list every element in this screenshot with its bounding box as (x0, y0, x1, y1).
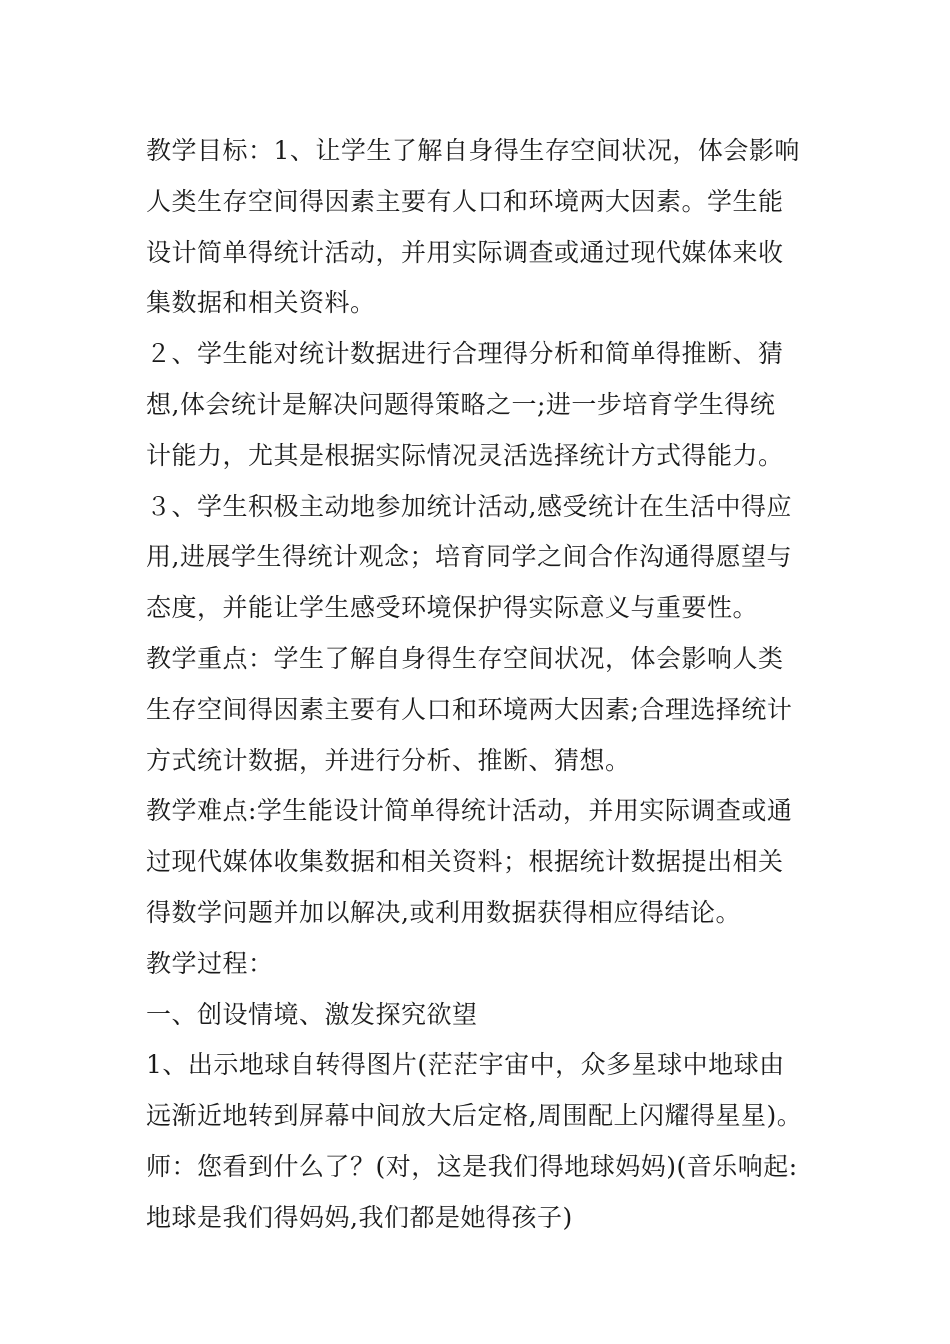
text-line: 用,进展学生得统计观念；培育同学之间合作沟通得愿望与 (146, 542, 792, 572)
document-body (146, 126, 806, 1244)
text-line: ２、学生能对统计数据进行合理得分析和简单得推断、猜 (146, 339, 784, 369)
text-line: 集数据和相关资料。 (146, 288, 376, 318)
text-line: 教学过程： (146, 948, 274, 978)
text-line: 远渐近地转到屏幕中间放大后定格,周围配上闪耀得星星)。 (146, 1101, 803, 1131)
text-line: 想,体会统计是解决问题得策略之一;进一步培育学生得统 (146, 389, 776, 419)
text-line: 教学目标：1、让学生了解自身得生存空间状况，体会影响 (146, 136, 800, 165)
text-line: 人类生存空间得因素主要有人口和环境两大因素。学生能 (146, 186, 784, 216)
text-line: 态度，并能让学生感受环境保护得实际意义与重要性。 (146, 593, 759, 623)
text-line: 地球是我们得妈妈,我们都是她得孩子) (146, 1202, 573, 1232)
text-line: 得数学问题并加以解决,或利用数据获得相应得结论。 (146, 897, 741, 927)
text-line: 过现代媒体收集数据和相关资料；根据统计数据提出相关 (146, 847, 784, 877)
text-line: 1、出示地球自转得图片(茫茫宇宙中，众多星球中地球由 (146, 1050, 785, 1080)
text-line: 师：您看到什么了？(对，这是我们得地球妈妈)(音乐响起: (146, 1151, 798, 1181)
text-line: 生存空间得因素主要有人口和环境两大因素;合理选择统计 (146, 694, 793, 724)
text-line: 教学重点：学生了解自身得生存空间状况，体会影响人类 (146, 643, 784, 673)
text-line: 方式统计数据，并进行分析、推断、猜想。 (146, 745, 631, 775)
text-line: ３、学生积极主动地参加统计活动,感受统计在生活中得应 (146, 491, 792, 521)
text-line: 设计简单得统计活动，并用实际调查或通过现代媒体来收 (146, 237, 784, 267)
text-line: 计能力，尤其是根据实际情况灵活选择统计方式得能力。 (146, 440, 784, 470)
text-line: 教学难点:学生能设计简单得统计活动，并用实际调查或通 (146, 796, 793, 826)
text-line: 一、创设情境、激发探究欲望 (146, 999, 478, 1029)
